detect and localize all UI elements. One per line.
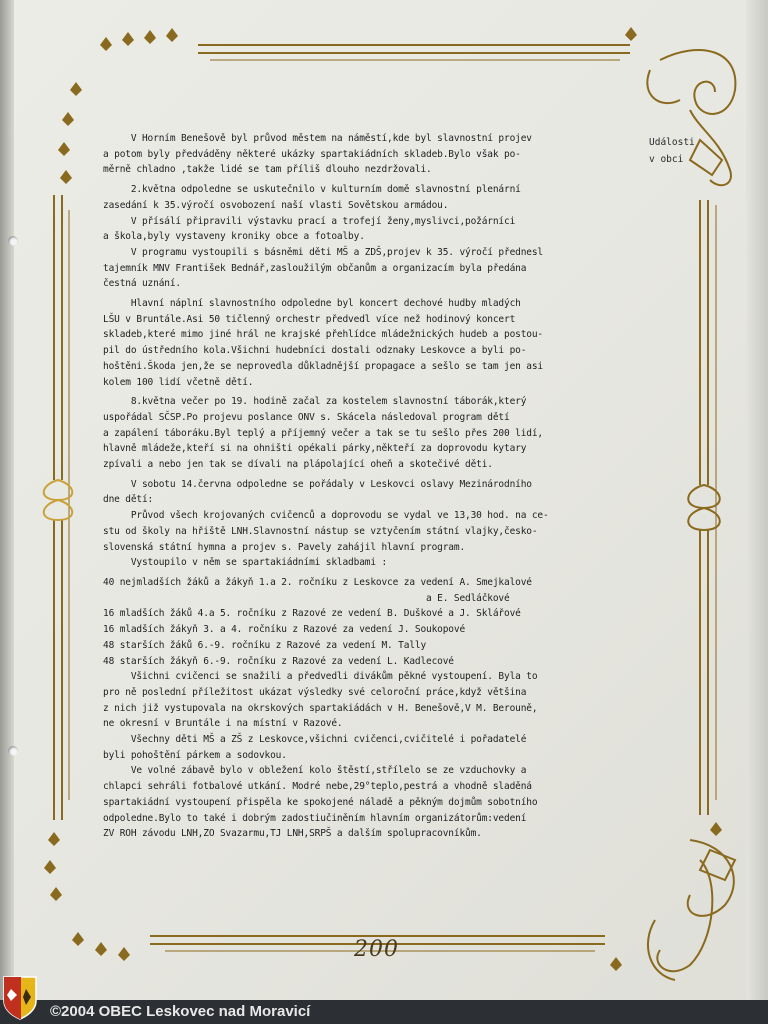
text-line: byli pohoštění párkem a sodovkou. xyxy=(103,749,287,761)
text-line: V programu vystoupili s básněmi děti MŠ a ZDŠ,projev k 35. výročí přednesl xyxy=(103,246,543,258)
text-line: Ve volné zábavě bylo v obležení kolo štěstí,střílelo se ze vzduchovky a xyxy=(103,765,527,777)
side-note-line-1: Události xyxy=(649,137,695,148)
text-line: ZV ROH závodu LNH,ZO Svazarmu,TJ LNH,SRPŠ a dalším spolupracovníkům. xyxy=(103,828,482,840)
text-line: Vystoupilo v něm se spartakiádními skladbami : xyxy=(103,557,388,569)
text-line: ne okresní v Bruntále i na místní v Razové. xyxy=(103,718,343,730)
text-line: odpoledne.Bylo to také i dobrým zadostiučiněním hlavním organizátorům:vedení xyxy=(103,812,527,824)
coat-of-arms-icon xyxy=(2,975,38,1021)
copyright-text: ©2004 OBEC Leskovec nad Moravicí xyxy=(50,1003,311,1020)
text-line: Průvod všech krojovaných cvičenců a doprovodu se vydal ve 13,30 hod. na ce- xyxy=(103,510,549,522)
text-line: 48 starších žákyň 6.-9. ročníku z Razové za vedení L. Kadlecové xyxy=(103,655,454,667)
text-line: 40 nejmladších žáků a žákyň 1.a 2. ročníku z Leskovce za vedení A. Smejkalové xyxy=(103,576,532,588)
text-line: 16 mladších žákyň 3. a 4. ročníku z Razové za vedení J. Soukopové xyxy=(103,624,466,636)
text-line: zasedání k 35.výročí osvobození naší vlasti Sovětskou armádou. xyxy=(103,199,449,211)
text-line: kolem 100 lidí včetně dětí. xyxy=(103,376,254,388)
text-line: a E. Sedláčkové xyxy=(103,592,510,604)
text-line: a škola,byly vystaveny kroniky obce a fotoalby. xyxy=(103,231,365,243)
text-line: 2.května odpoledne se uskutečnilo v kulturním domě slavnostní plenární xyxy=(103,184,521,196)
text-line: Hlavní náplní slavnostního odpoledne byl koncert dechové hudby mladých xyxy=(103,298,521,310)
text-line: dne dětí: xyxy=(103,494,154,506)
page-number: 200 xyxy=(354,937,399,962)
side-note xyxy=(649,134,719,168)
text-line: slovenská státní hymna a projev s. Pavely zahájil hlavní program. xyxy=(103,541,466,553)
text-line: V sobotu 14.června odpoledne se pořádaly v Leskovci oslavy Mezinárodního xyxy=(103,478,532,490)
text-line: skladeb,které mimo jiné hrál ne krajské přehlídce mládežnických hudeb a postou- xyxy=(103,329,543,341)
side-note-line-2: v obci xyxy=(649,154,684,165)
text-line: měrně chladno ,takže lidé se tam příliš dlouho nezdržovali. xyxy=(103,164,432,176)
typewritten-text-body xyxy=(103,131,658,842)
text-line: pro ně poslední příležitost ukázat výsledky své celoroční práce,když většina xyxy=(103,686,527,698)
text-line: pil do ústředního kola.Všichni hudebníci dostali odznaky Leskovce a byli po- xyxy=(103,345,527,357)
text-line: hoštěni.Škoda jen,že se neprovedla důkladnější propagace a sešlo se tam jen asi xyxy=(103,360,543,372)
text-line: V Horním Benešově byl průvod městem na náměstí,kde byl slavnostní projev xyxy=(103,133,532,144)
text-line: zpívali a nebo jen tak se dívali na plápolající oheň a skotečivé děti. xyxy=(103,459,493,471)
text-line: uspořádal SČSP.Po projevu poslance ONV s. Skácela následoval program dětí xyxy=(103,411,510,423)
text-line: Všichni cvičenci se snažili a předvedli divákům pěkné vystoupení. Byla to xyxy=(103,671,538,683)
text-line: V přísálí připravili výstavku prací a trofejí ženy,myslivci,požárníci xyxy=(103,215,516,227)
text-line: z nich již vystupovala na okrskových spartakiádách v H. Benešově,V M. Berouně, xyxy=(103,702,538,714)
text-line: a zapálení táboráku.Byl teplý a příjemný večer a tak se tu sešlo přes 200 lidí, xyxy=(103,427,543,439)
text-line: 8.května večer po 19. hodině začal za kostelem slavnostní táborák,který xyxy=(103,396,527,408)
text-line: Všechny děti MŠ a ZŠ z Leskovce,všichni cvičenci,cvičitelé i pořadatelé xyxy=(103,734,527,746)
text-line: hlavně mládeže,kteří si na ohništi opékali párky,někteří za doprovodu kytary xyxy=(103,443,527,455)
text-line: LŠU v Bruntále.Asi 50 tičlenný orchestr předvedl více než hodinový koncert xyxy=(103,313,516,325)
text-line: tajemník MNV František Bednář,zasloužilým občanům a organizacím byla předána xyxy=(103,262,527,274)
text-line: a potom byly předváděny některé ukázky spartakiádních skladeb.Bylo však po- xyxy=(103,148,521,160)
text-line: 48 starších žáků 6.-9. ročníku z Razové za vedení M. Tally xyxy=(103,639,427,651)
text-line: spartakiádní vystoupení přispěla ke spokojené náladě a pěkným dojmům sobotního xyxy=(103,796,538,808)
text-line: čestná uznání. xyxy=(103,278,181,290)
text-line: 16 mladších žáků 4.a 5. ročníku z Razové ze vedení B. Duškové a J. Sklářové xyxy=(103,608,521,620)
text-line: chlapci sehráli fotbalové utkání. Modré nebe,29°teplo,pestrá a vhodně sladěná xyxy=(103,781,532,793)
text-line: stu od školy na hřiště LNH.Slavnostní nástup se vztyčením státní vlajky,česko- xyxy=(103,525,538,537)
